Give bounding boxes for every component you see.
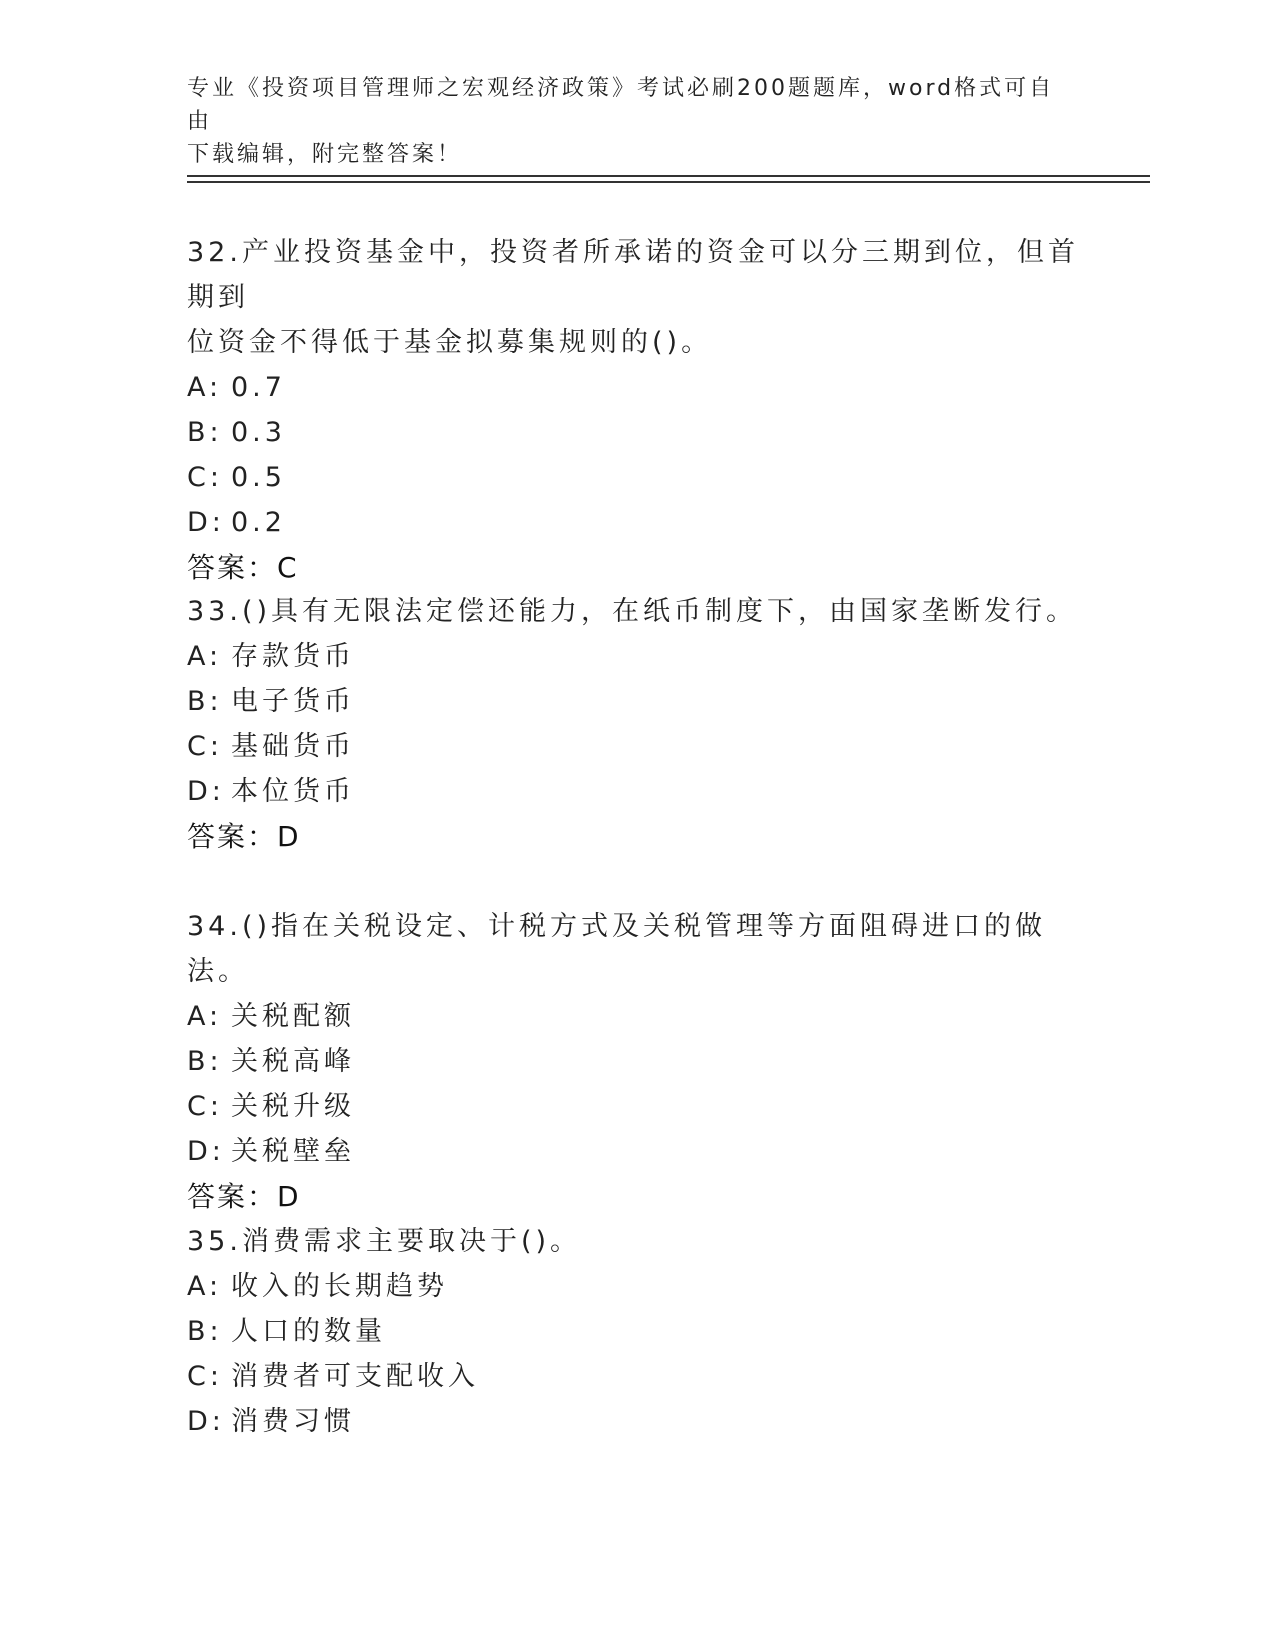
option-text: 关税高峰 [231,1046,355,1077]
question-stem-line: 33.()具有无限法定偿还能力，在纸币制度下，由国家垄断发行。 [187,596,1078,627]
option-b [187,679,1087,724]
option-d [187,500,1087,545]
option-text: 关税配额 [231,1001,355,1032]
option-letter: D: [187,1136,225,1167]
question-35 [187,1219,1087,1444]
option-text: 本位货币 [231,776,355,807]
answer-value: C [277,551,297,584]
option-c [187,455,1087,500]
question-stem [187,589,1087,634]
header-divider-bottom [187,181,1150,183]
option-letter: C: [187,731,223,762]
option-b [187,1309,1087,1354]
answer-label: 答案： [187,820,278,853]
question-32 [187,230,1087,590]
document-header [187,72,1067,171]
option-text: 收入的长期趋势 [231,1271,448,1302]
question-stem-line: 32.产业投资基金中，投资者所承诺的资金可以分三期到位，但首期到 [187,237,1079,313]
option-b [187,1039,1087,1084]
answer-line [187,545,1087,590]
question-stem [187,230,1087,365]
option-text: 人口的数量 [231,1316,386,1347]
option-letter: A: [187,641,223,672]
option-text: 0.3 [231,417,286,448]
answer-label: 答案： [187,551,278,584]
question-34 [187,904,1087,1219]
option-text: 消费者可支配收入 [231,1361,479,1392]
question-33 [187,589,1087,859]
option-a [187,1264,1087,1309]
question-stem-line: 35.消费需求主要取决于()。 [187,1226,582,1257]
option-letter: D: [187,1406,225,1437]
option-letter: C: [187,1091,223,1122]
option-d [187,1129,1087,1174]
option-b [187,410,1087,455]
option-letter: B: [187,1046,223,1077]
option-text: 消费习惯 [231,1406,355,1437]
option-letter: B: [187,686,223,717]
option-letter: D: [187,776,225,807]
option-letter: A: [187,372,223,403]
option-text: 存款货币 [231,641,355,672]
question-stem-line: 位资金不得低于基金拟募集规则的()。 [187,327,713,358]
header-divider-top [187,175,1150,177]
option-letter: A: [187,1001,223,1032]
option-text: 基础货币 [231,731,355,762]
answer-label: 答案： [187,1180,278,1213]
option-letter: D: [187,507,225,538]
option-letter: B: [187,417,223,448]
option-c [187,724,1087,769]
option-text: 0.2 [231,507,286,538]
option-text: 电子货币 [231,686,355,717]
header-line-1: 专业《投资项目管理师之宏观经济政策》考试必刷200题题库，word格式可自由 [187,76,1055,134]
option-d [187,1399,1087,1444]
option-text: 0.5 [231,462,286,493]
question-stem [187,1219,1087,1264]
answer-line [187,814,1087,859]
answer-line [187,1174,1087,1219]
option-letter: B: [187,1316,223,1347]
option-c [187,1354,1087,1399]
option-letter: C: [187,462,223,493]
answer-value: D [277,1180,299,1213]
answer-value: D [277,820,299,853]
question-stem-line: 34.()指在关税设定、计税方式及关税管理等方面阻碍进口的做法。 [187,911,1047,987]
option-text: 0.7 [231,372,286,403]
option-a [187,994,1087,1039]
option-text: 关税升级 [231,1091,355,1122]
question-stem [187,904,1087,994]
option-letter: C: [187,1361,223,1392]
header-line-2: 下载编辑，附完整答案！ [187,142,463,167]
option-a [187,365,1087,410]
option-c [187,1084,1087,1129]
option-text: 关税壁垒 [231,1136,355,1167]
option-letter: A: [187,1271,223,1302]
option-a [187,634,1087,679]
option-d [187,769,1087,814]
